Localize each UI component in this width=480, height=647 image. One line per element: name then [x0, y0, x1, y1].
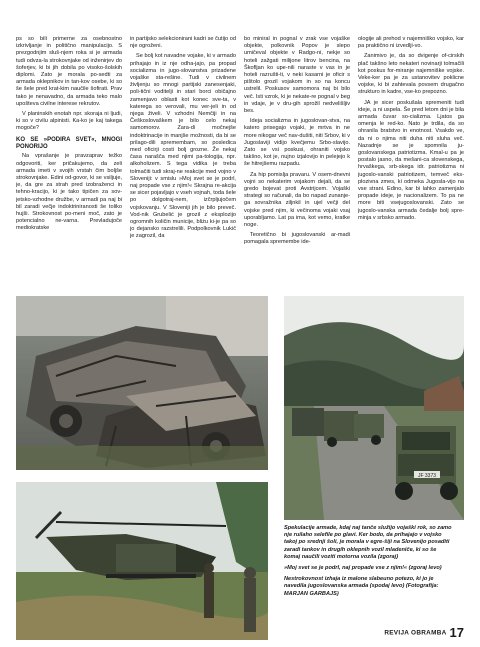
article-paragraph: Na vprašanje je pravzaprav težko odgovoriti, ker pričakujemo, da zeli armada imeti v svojih vrstah čim boljše strokovnjake. Edini od-govor, ki se vsiljuje, je, da gre za strah pred izobraženci in tehno-kracijo, ki je tako tipičen za sov-jetsko-vzhodne družbe, v armadi pa naj bi bil zaradi večje indoktriniranosti še toliko hujši. Strokovnost po-meni moč, zato je potencialno ne-varna. Prevladujoče mediokratske: [16, 153, 122, 232]
magazine-name: REVIJA OBRAMBA: [384, 629, 447, 637]
article-paragraph: Za hip pomislja pravaru. V osem-dnevni vojni so nekaterim vojakom dejali, da se gredo bojevat proti Avstrijcem. Vojaški strategi so računali, da bo napad zunanje-ga sovražnika ziljnkil in ujel večji del vojske pred njim, ki večinoma vojaki vsaj uporabljamo. Lat pa ima, kot vemo, kratke noge.: [244, 171, 350, 229]
article-column-3: [244, 36, 350, 288]
photo-captions: [284, 525, 454, 602]
military-convoy-road-photo: [284, 296, 464, 520]
article-paragraph: in partijsko selekcionirani kadri se čutijo od nje ogroženi.: [130, 36, 236, 50]
article-columns: [16, 36, 464, 288]
helicopter-soldiers-field-photo: [16, 482, 268, 640]
caption-top: Spekulacije armade, kdaj naj tanče služijo vojaški rok, so zamo nje ruilaho selefile po glavi. Ker bodo, da prihajajo v vojsko takoj po srednji šoli, je morala v egre-šiji na Slovenijo posaditi zaradi tankov in drugih oklepnih vozil mladeniče, ki so še komaj naučili voziti motorna vozila (zgoraj): [284, 525, 452, 560]
article-paragraph: V planinskih enotah npr. skoraja ni ljudi, ki so v civilu alpinisti. Ka-ko je kaj takega mogoče?: [16, 111, 122, 132]
page-footer: [360, 624, 464, 642]
article-column-2: [130, 36, 236, 288]
article-paragraph: ps so bili primerne za osebnostno izkrivljanje in politično manipulacijo. S prezgodnjim sluš-njem roka si je armada tudi odvza-la strokovnjake od inženirjev do šoferjev, ki bi jih dobila po visoko-šolskih diplomi. Zato je morala po-sedti za armada oklepnikov in tan-kov osebe, ki so še šele pred krat-kim naučile šofirati. Prav tako je nenavadno, da armada teko malo upošteva civilne interese rekrutov.: [16, 36, 122, 107]
article-paragraph: Se bolj kot navadne vojake, ki v armado prihajajo in iz nje odha-jajo, pa propad socializma in jugo-slovanstva prizadene vojaške sta-rešine. Tudi v civilnem življenju so mnogi partijski zanesenjaki, poli-tični voditelji in stari borci običajno zamenjavo oblasti kot konec sve-ta, v katerega so verovali, mu ver-jeli in od njega živeli. V vzhodni Nemčiji in na Češkoslovaškem je bilo celo nekaj samomorov. Zara-di močnejše indoktrinacije in manjše možnosti, da bi se prilago-dili spremembam, so posledica med oficirji costi bolj grozne. Že nekaj časa narašča med njimi pa-tologija, npr. alkoholizem. S tega vidika je treba tolmačiti tudi skraj-ne reakcije med vojno v Sloveniji: v smislu »Moj svet se je podrl, naj propade vse z njim!« Skrajna re-akcija se sicer pojavljajo v vseh vojnah, toda šele po dolgotraj-nem, izčrpljujočem vojskovanju. V Sloveniji jih je bilo preveč. Vod-nik Grubelić je grozil z eksplozijo ogromnih količin municije, bliżu ki-je pa so jo dejansko razstrelili. Podpolkovnik Lukič je zagrozil, da: [130, 53, 236, 240]
article-paragraph: bo miniral in pognal v zrak vse vojaške objekte, polkovnik Popov je slepo umičeval objekte v Radgo-ni, nekje so hoteli zažgati milijone litrov bencina, na Škofljan ko upe-nili naraste v vas in je hoteli razrušti-ti, v neki kasarni je oficir s pištolo grozil vojakom in so na koncu ustrelil. Poskusov samomora naj bi bilo več. Isti vzrok, ki je nekate-re pognal v beg in vdaje, je v dru-gih sprožil nedvelišljiv bes.: [244, 36, 350, 115]
article-column-4: [358, 36, 464, 288]
article-paragraph: ologije ali prehod v najemniško vojsko, kar pa praktično ni izvedlji-vo.: [358, 36, 464, 50]
article-paragraph: JA je sicer poskušala spremeniti tudi ideje, a ni uspela. Še pred letom dni je bila armada čuvar so-cializma. Ljatos ga omenja le red-ko. Nato je trdila, da so ohranila bratstvo in enotnost. Vsakdo ve, da ni o njima niti duha niti sluha več. Nazadnje se je spomnila ju-goslovanskega patriotizma. Kmal-u pa je postalo jasno, da mešani-ca slovenskega, hrvaškega, srb-skega idr. patriotizma ni jugoslo-vanski patriotizem, temveč eks-plozivna zmes, ki odmeka Jugosla-vijo na vse strani. Edino, kar bi lahko zamenjalo propade ideje, je nacionalizem. To pa ne more biti vsejugoslovanski. Zato se jugoslo-vanska armada čedalje bolj spre-minja v srbsko armado.: [358, 99, 464, 221]
page-number: 17: [449, 625, 464, 641]
burned-vehicles-photo: [16, 296, 268, 470]
article-paragraph: Teoretično bi jugoslovanski ar-madi pomagala spremembe ide-: [244, 232, 350, 246]
article-column-1: [16, 36, 122, 288]
caption-bottom-left: Nestrokovnost izhaja iz malone slabeuno potezo, ki jo je navedila jugoslovanska armada (spodaj levo) (Fotografija: MARJAN GARBAJS): [284, 576, 439, 597]
vehicle-license-plate: JF 3373: [417, 473, 437, 479]
caption-top-left: »Moj svet se je podrl, naj propade vse z njim!« (zgoraj levo): [284, 565, 442, 572]
article-paragraph: Ideja socializma in jugoslovan-stva, na katero prisegajo vojaki, je mrtva in ne more nikogar več nav-dušiti, niti Srbov, ki v Jugoslaviji vidijo kvečjemu Srbo-slavijo. Zato se vsi poskusi, ohraniti vojsko takšno, kot je, nujno izjalovijo in pelejejo k še hitrejšemu razpadu.: [244, 118, 350, 168]
article-subheading: KO SE »PODIRA SVET«, MNOGI PONORIJO: [16, 136, 122, 151]
article-paragraph: Zanimivo je, da so dvigenje of-cirskih plač takšno leto nekateri novinarji tolmačili kot poskus for-miranje najemniške vojske. Veke-ker pa je za ustanovitev poklicne vojske, ki bi zahtevala povsem drugačno strukturo in kadre, vse-ko prepozno.: [358, 53, 464, 96]
